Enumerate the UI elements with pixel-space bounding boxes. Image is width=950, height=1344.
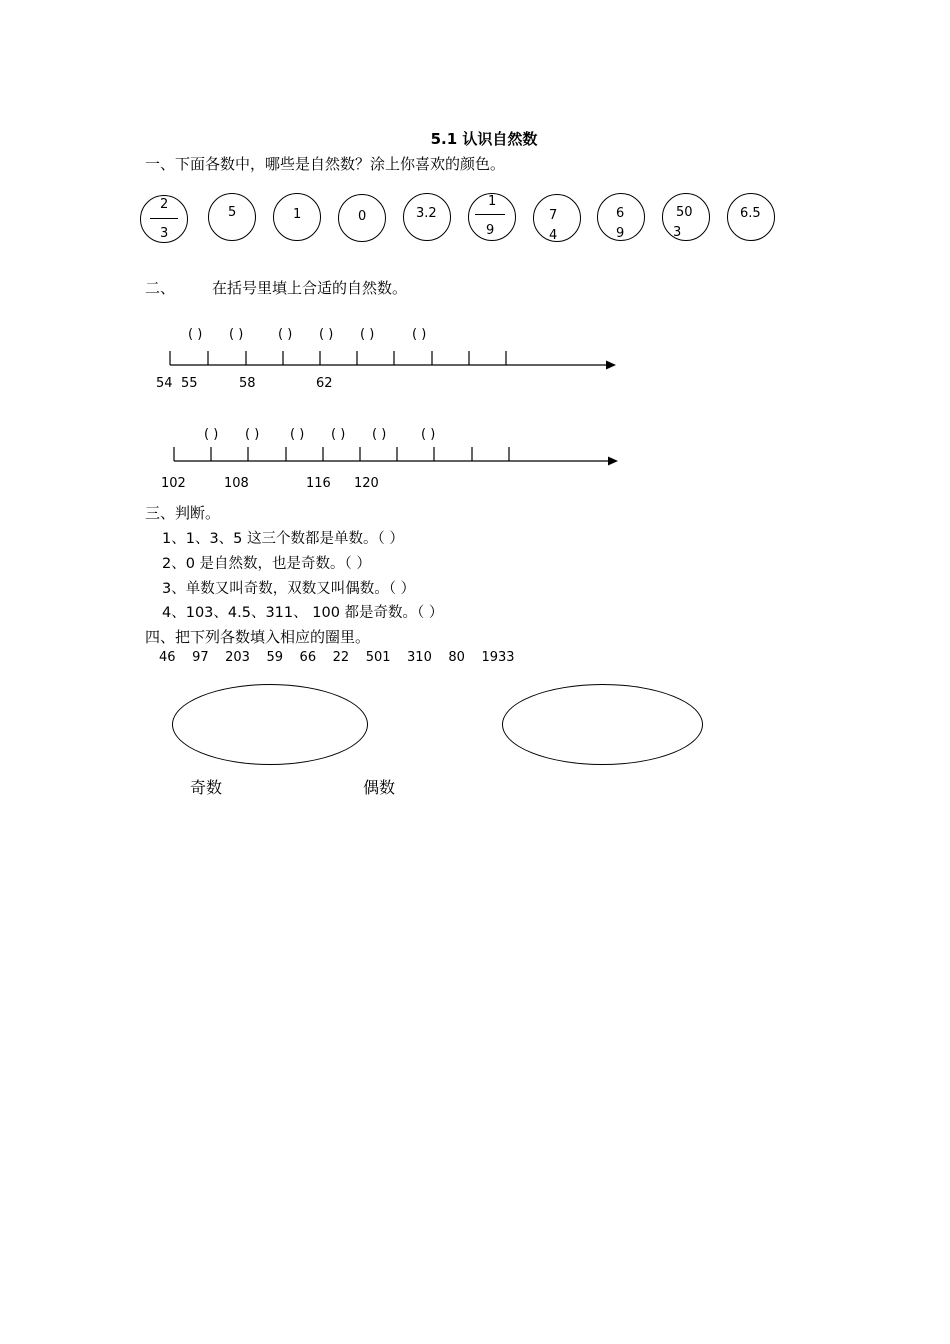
- answer-blank[interactable]: ( ): [319, 327, 334, 342]
- answer-blank[interactable]: ( ): [188, 327, 203, 342]
- answer-blank[interactable]: ( ): [245, 427, 260, 442]
- page-title: 5.1 认识自然数: [430, 130, 538, 148]
- judgement-item[interactable]: 3、单数又叫奇数，双数又叫偶数。（ ）: [162, 581, 416, 597]
- number-circle[interactable]: 6 9: [597, 193, 645, 241]
- number-circle[interactable]: 5: [208, 193, 256, 241]
- number-circle[interactable]: 1: [273, 193, 321, 241]
- tick-label: 102: [161, 476, 186, 491]
- answer-blank[interactable]: ( ): [421, 427, 436, 442]
- tick-label: 108: [224, 476, 249, 491]
- number-circle[interactable]: 1 9: [468, 193, 516, 241]
- section2-heading: 在括号里填上合适的自然数。: [212, 279, 408, 297]
- tick-label: 55: [181, 376, 198, 391]
- judgement-item[interactable]: 4、103、4.5、311、 100 都是奇数。（ ）: [162, 605, 444, 621]
- even-number-oval[interactable]: [502, 684, 703, 765]
- answer-blank[interactable]: ( ): [360, 327, 375, 342]
- tick-label: 58: [239, 376, 256, 391]
- tick-label: 54: [156, 376, 173, 391]
- answer-blank[interactable]: ( ): [229, 327, 244, 342]
- answer-blank[interactable]: ( ): [412, 327, 427, 342]
- number-circle[interactable]: 50 3: [662, 193, 710, 241]
- number-line-axis: [164, 441, 634, 471]
- fraction-bar: [475, 214, 505, 215]
- odd-number-oval[interactable]: [172, 684, 368, 765]
- number-circle[interactable]: 6.5: [727, 193, 775, 241]
- tick-label: 120: [354, 476, 379, 491]
- section1-heading: 一、下面各数中，哪些是自然数？涂上你喜欢的颜色。: [145, 155, 506, 173]
- section4-heading: 四、把下列各数填入相应的圈里。: [145, 628, 371, 646]
- section3-heading: 三、判断。: [145, 504, 221, 522]
- judgement-item[interactable]: 2、0 是自然数，也是奇数。（ ）: [162, 556, 371, 572]
- fraction-bar: [150, 218, 178, 219]
- number-circle[interactable]: 2 3: [140, 195, 188, 243]
- number-circle[interactable]: 3.2: [403, 193, 451, 241]
- judgement-item[interactable]: 1、1、3、5 这三个数都是单数。（ ）: [162, 531, 404, 547]
- section2-heading-number: 二、: [145, 279, 176, 297]
- tick-label: 62: [316, 376, 333, 391]
- number-line-axis: [160, 345, 630, 375]
- number-circle[interactable]: 0: [338, 194, 386, 242]
- answer-blank[interactable]: ( ): [331, 427, 346, 442]
- odd-label: 奇数: [190, 778, 223, 797]
- tick-label: 116: [306, 476, 331, 491]
- answer-blank[interactable]: ( ): [372, 427, 387, 442]
- number-list: 46 97 203 59 66 22 501 310 80 1933: [159, 650, 515, 665]
- answer-blank[interactable]: ( ): [204, 427, 219, 442]
- even-label: 偶数: [363, 778, 396, 797]
- answer-blank[interactable]: ( ): [290, 427, 305, 442]
- answer-blank[interactable]: ( ): [278, 327, 293, 342]
- number-circle[interactable]: 7 4: [533, 194, 581, 242]
